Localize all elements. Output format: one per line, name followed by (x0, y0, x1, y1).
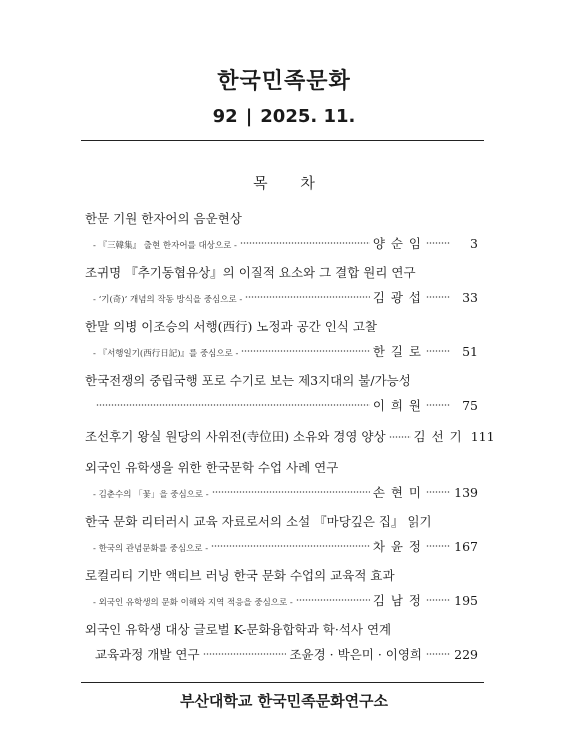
entry-page: 75 (462, 398, 478, 413)
entry-subline (85, 591, 478, 609)
entry-page: 167 (454, 539, 478, 554)
entry-page: 139 (454, 485, 478, 500)
toc-entry[interactable] (85, 264, 478, 306)
toc-entry[interactable] (85, 459, 478, 501)
entry-subline (85, 396, 478, 414)
entry-title: 조귀명 『추기동협유상』의 이질적 요소와 그 결합 원리 연구 (85, 265, 416, 280)
entry-title: 로컬리티 기반 액티브 러닝 한국 문화 수업의 교육적 효과 (85, 568, 395, 583)
entry-page: 229 (454, 647, 478, 662)
entry-page: 3 (470, 236, 478, 251)
dot-leader (241, 346, 369, 356)
entry-author: 양 순 임 (372, 236, 422, 251)
dot-leader (426, 346, 450, 356)
entry-subtitle: - 『三韓集』 출현 한자어를 대상으로 - (93, 241, 237, 251)
dot-leader (426, 595, 450, 605)
entry-title: 조선후기 왕실 원당의 사위전(寺位田) 소유와 경영 양상 (85, 429, 386, 444)
dot-leader (203, 649, 287, 659)
entry-author: 이 희 원 (372, 398, 422, 413)
issue-line (0, 106, 568, 127)
entry-subtitle: - 외국인 유학생의 문화 이해와 지역 적응을 중심으로 - (93, 598, 293, 608)
toc-entry[interactable] (85, 513, 478, 555)
top-rule (81, 140, 484, 141)
dot-leader (426, 649, 450, 659)
publisher: 부산대학교 한국민족문화연구소 (179, 692, 389, 710)
entry-page: 51 (462, 344, 478, 359)
dot-leader (426, 238, 450, 248)
entry-subline (85, 483, 478, 501)
dot-leader (212, 487, 370, 497)
entry-title: 외국인 유학생을 위한 한국문학 수업 사례 연구 (85, 460, 339, 475)
dot-leader (426, 541, 450, 551)
entry-author: 조윤경 · 박은미 · 이영희 (289, 647, 422, 662)
toc-entry[interactable] (85, 567, 478, 609)
entry-author: 손 현 미 (372, 485, 422, 500)
entry-author: 김 광 섭 (372, 290, 422, 305)
entry-subtitle: - 김춘수의 「꽃」을 중심으로 - (93, 490, 209, 500)
dot-leader (426, 292, 450, 302)
entry-page: 195 (454, 593, 478, 608)
toc-entry[interactable] (85, 372, 478, 414)
dot-leader (211, 541, 370, 551)
entry-author: 차 윤 정 (372, 539, 422, 554)
entry-line (85, 428, 495, 446)
entry-page: 111 (470, 429, 495, 444)
volume-number: 92 (212, 106, 238, 127)
journal-title: 한국민족문화 (217, 69, 351, 94)
entry-subtitle: - 한국의 관념문화를 중심으로 - (93, 544, 209, 554)
toc-entry[interactable] (85, 318, 478, 360)
dot-leader (240, 238, 370, 248)
entry-subtitle: - ‘기(奇)’ 개념의 작동 방식을 중심으로 - (93, 295, 243, 305)
entry-subline (85, 342, 478, 360)
issue-date: 2025. 11. (260, 106, 356, 127)
dot-leader (296, 595, 370, 605)
entry-page: 33 (462, 290, 478, 305)
entry-subline (85, 234, 478, 252)
entry-subline (85, 537, 478, 555)
issue-separator: | (245, 106, 253, 127)
toc-entry[interactable] (85, 210, 478, 252)
entry-author: 김 남 정 (372, 593, 422, 608)
dot-leader (245, 292, 370, 302)
toc-entry[interactable] (85, 428, 495, 446)
dot-leader (96, 400, 370, 410)
entry-title: 한국전쟁의 중립국행 포로 수기로 보는 제3지대의 불/가능성 (85, 373, 411, 388)
entry-subline (85, 288, 478, 306)
entry-title: 한국 문화 리터러시 교육 자료로서의 소설 『마당깊은 집』 읽기 (85, 514, 432, 529)
entry-subline (85, 645, 478, 663)
entry-title: 한문 기원 한자어의 음운현상 (85, 211, 242, 226)
toc-entry[interactable] (85, 621, 478, 663)
entry-author: 한 길 로 (372, 344, 422, 359)
entry-subtitle: - 『서행일기(西行日記)』를 중심으로 - (93, 349, 239, 359)
entry-title: 한말 의병 이조승의 서행(西行) 노정과 공간 인식 고찰 (85, 319, 377, 334)
dot-leader (389, 432, 411, 442)
dot-leader (426, 487, 450, 497)
bottom-rule (81, 682, 484, 683)
dot-leader (426, 400, 450, 410)
toc-heading: 목 차 (253, 174, 329, 192)
entry-title-continued: 교육과정 개발 연구 (95, 647, 200, 662)
entry-author: 김 선 기 (413, 429, 463, 444)
entry-title: 외국인 유학생 대상 글로벌 K-문화융합학과 학·석사 연계 (85, 622, 392, 637)
